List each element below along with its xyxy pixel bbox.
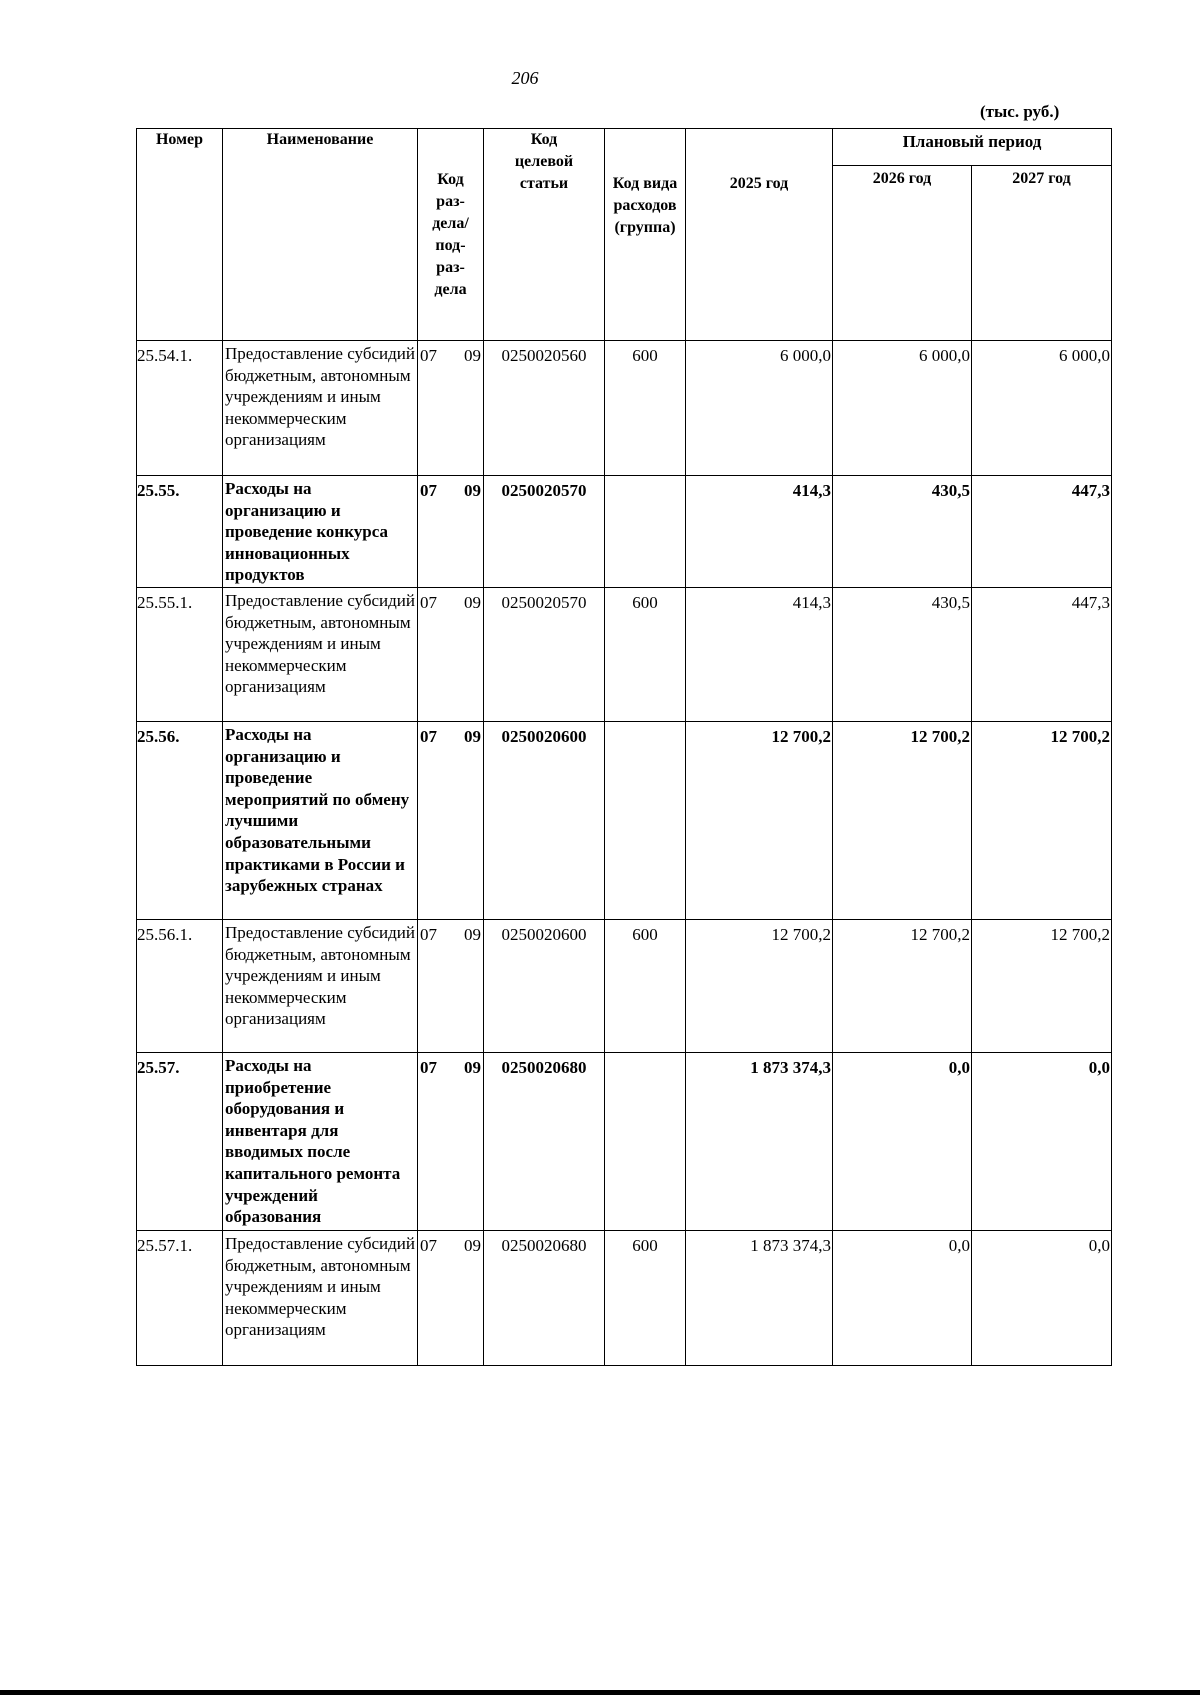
row-value-2027: 447,3 xyxy=(972,476,1112,588)
row-section-code xyxy=(418,341,484,476)
row-value-2026: 12 700,2 xyxy=(833,919,972,1052)
header-expense-type: Код вида расходов (группа) xyxy=(605,129,686,341)
row-value-2025: 414,3 xyxy=(686,587,833,721)
table-row xyxy=(137,1230,1112,1365)
row-target-code: 0250020680 xyxy=(484,1230,605,1365)
table-body xyxy=(137,341,1112,1366)
table-row xyxy=(137,919,1112,1052)
row-subsection: 09 xyxy=(464,726,481,746)
row-number: 25.55. xyxy=(137,476,223,588)
row-expense-group: 600 xyxy=(605,1230,686,1365)
row-expense-group xyxy=(605,1052,686,1230)
header-section-code-text: Код раз-дела/ под-раз-дела xyxy=(432,171,469,298)
row-name: Предоставление субсидий бюджетным, автономным учреждениям и иным некоммерческим организациям xyxy=(223,919,418,1052)
row-value-2025: 12 700,2 xyxy=(686,919,833,1052)
row-name: Расходы на приобретение оборудования и инвентаря для вводимых после капитального ремонта учреждений образования xyxy=(223,1052,418,1230)
row-number: 25.57.1. xyxy=(137,1230,223,1365)
table-row xyxy=(137,476,1112,588)
row-section: 07 xyxy=(420,481,437,500)
header-number: Номер xyxy=(137,129,223,341)
row-number: 25.56. xyxy=(137,721,223,919)
row-value-2027: 12 700,2 xyxy=(972,919,1112,1052)
row-section: 07 xyxy=(420,592,437,612)
row-target-code: 0250020600 xyxy=(484,721,605,919)
row-value-2026: 6 000,0 xyxy=(833,341,972,476)
row-section-code xyxy=(418,919,484,1052)
row-value-2025: 12 700,2 xyxy=(686,721,833,919)
row-value-2026: 12 700,2 xyxy=(833,721,972,919)
row-section: 07 xyxy=(420,1057,437,1077)
row-target-code: 0250020680 xyxy=(484,1052,605,1230)
row-subsection: 09 xyxy=(464,924,481,944)
row-value-2026: 0,0 xyxy=(833,1230,972,1365)
row-target-code: 0250020570 xyxy=(484,587,605,721)
row-value-2025: 1 873 374,3 xyxy=(686,1052,833,1230)
row-section-code xyxy=(418,1230,484,1365)
row-name: Расходы на организацию и проведение мероприятий по обмену лучшими образовательными практиками в России и зарубежных странах xyxy=(223,721,418,919)
row-section-code xyxy=(418,587,484,721)
page-number: 206 xyxy=(511,68,539,88)
row-value-2025: 1 873 374,3 xyxy=(686,1230,833,1365)
header-year-2026: 2026 год xyxy=(833,166,972,341)
row-section: 07 xyxy=(420,346,437,365)
header-name: Наименование xyxy=(223,129,418,341)
header-planned-period: Плановый период xyxy=(833,129,1112,166)
row-section-code xyxy=(418,476,484,588)
row-value-2026: 430,5 xyxy=(833,587,972,721)
row-target-code: 0250020560 xyxy=(484,341,605,476)
header-target-code xyxy=(484,129,605,341)
row-number: 25.54.1. xyxy=(137,341,223,476)
row-subsection: 09 xyxy=(464,346,481,365)
header-row xyxy=(137,129,1112,166)
row-value-2027: 12 700,2 xyxy=(972,721,1112,919)
table-row xyxy=(137,1052,1112,1230)
row-value-2027: 0,0 xyxy=(972,1052,1112,1230)
units-label: (тыс. руб.) xyxy=(980,102,1060,121)
row-value-2025: 414,3 xyxy=(686,476,833,588)
row-section-code xyxy=(418,721,484,919)
row-section: 07 xyxy=(420,1235,437,1255)
table-row xyxy=(137,587,1112,721)
table-row xyxy=(137,341,1112,476)
row-expense-group: 600 xyxy=(605,341,686,476)
row-name: Предоставление субсидий бюджетным, автономным учреждениям и иным некоммерческим организациям xyxy=(223,341,418,476)
row-value-2027: 447,3 xyxy=(972,587,1112,721)
row-section: 07 xyxy=(420,726,437,746)
row-number: 25.57. xyxy=(137,1052,223,1230)
row-target-code: 0250020570 xyxy=(484,476,605,588)
header-section-code xyxy=(418,129,484,341)
header-year-2025: 2025 год xyxy=(686,129,833,341)
row-value-2025: 6 000,0 xyxy=(686,341,833,476)
row-expense-group: 600 xyxy=(605,587,686,721)
row-subsection: 09 xyxy=(464,481,481,500)
row-name: Предоставление субсидий бюджетным, автономным учреждениям и иным некоммерческим организациям xyxy=(223,1230,418,1365)
header-year-2027: 2027 год xyxy=(972,166,1112,341)
row-value-2027: 0,0 xyxy=(972,1230,1112,1365)
row-name: Расходы на организацию и проведение конкурса инновационных продуктов xyxy=(223,476,418,588)
header-target-code-text: Код целевой статьи xyxy=(514,131,574,192)
budget-table xyxy=(136,128,1112,1366)
page-bottom-rule xyxy=(0,1690,1200,1695)
row-expense-group xyxy=(605,476,686,588)
row-value-2027: 6 000,0 xyxy=(972,341,1112,476)
row-subsection: 09 xyxy=(464,592,481,612)
row-section: 07 xyxy=(420,924,437,944)
row-expense-group xyxy=(605,721,686,919)
row-subsection: 09 xyxy=(464,1057,481,1077)
table-row xyxy=(137,721,1112,919)
row-expense-group: 600 xyxy=(605,919,686,1052)
row-number: 25.55.1. xyxy=(137,587,223,721)
row-target-code: 0250020600 xyxy=(484,919,605,1052)
row-subsection: 09 xyxy=(464,1235,481,1255)
row-section-code xyxy=(418,1052,484,1230)
row-value-2026: 430,5 xyxy=(833,476,972,588)
row-name: Предоставление субсидий бюджетным, автономным учреждениям и иным некоммерческим организациям xyxy=(223,587,418,721)
row-number: 25.56.1. xyxy=(137,919,223,1052)
row-value-2026: 0,0 xyxy=(833,1052,972,1230)
